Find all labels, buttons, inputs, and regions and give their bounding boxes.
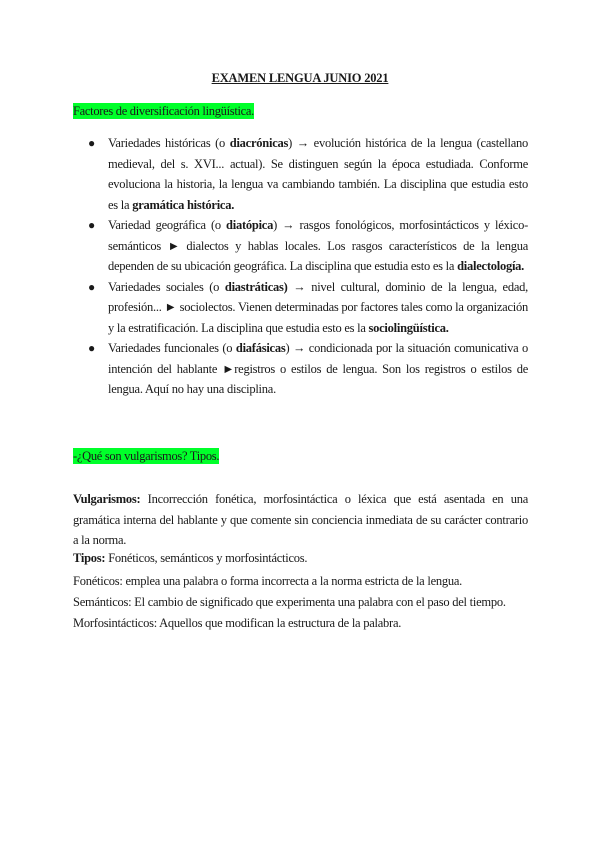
list-item (88, 338, 528, 400)
variety-list (88, 133, 528, 400)
definition-label: Vulgarismos: (73, 492, 141, 506)
item-pre: Variedades sociales (o (108, 279, 225, 294)
types-label: Tipos: (73, 551, 106, 565)
exam-title: EXAMEN LENGUA JUNIO 2021 (211, 71, 389, 85)
item-pre: Variedades funcionales (o (108, 341, 236, 355)
bullet-icon: ● (88, 341, 95, 355)
section2-heading-highlight: -¿Qué son vulgarismos? Tipos. (73, 449, 220, 463)
item-term: diacrónicas (229, 136, 289, 150)
morfosintacticos-line: Morfosintácticos: Aquellos que modifican la estructura de la palabra. (73, 616, 402, 630)
types-text: Fonéticos, semánticos y morfosintácticos. (105, 551, 308, 565)
section1-heading-highlight: Factores de diversificación lingüística. (73, 104, 254, 118)
list-item (88, 277, 528, 339)
item-term: diatópica (226, 218, 274, 232)
item-mid: ) → condicionada por la situación comunicativa o intención del hablante ►registros o estilos de lengua. Son los registros o estilos de lengua. Aquí no hay una disciplina. (108, 341, 528, 396)
bullet-icon: ● (88, 136, 95, 150)
item-mid: ) → rasgos fonológicos, morfosintácticos y léxico-semánticos ► dialectos y hablas locales. Los rasgos característicos de la lengua dependen de su ubicación geográfica. La disciplina que estudia esto es la (108, 218, 528, 273)
item-pre: Variedad geográfica (o (108, 218, 227, 232)
section2-heading (73, 449, 219, 464)
bullet-icon: ● (88, 218, 95, 232)
item-mid: → nivel cultural, dominio de la lengua, edad, profesión... ► sociolectos. Vienen determinadas por factores tales como la organización y la estratificación. La disciplina que estudia esto es la (108, 279, 528, 335)
foneticos-line: Fonéticos: emplea una palabra o forma incorrecta a la norma estricta de la lengua. (73, 574, 463, 588)
section1-heading (73, 104, 254, 119)
semanticos-line: Semánticos: El cambio de significado que experimenta una palabra con el paso del tiempo. (73, 595, 506, 609)
item-discipline: dialectología. (457, 259, 525, 273)
item-term: diafásicas (235, 341, 286, 355)
item-discipline: gramática histórica. (132, 197, 235, 212)
vulgarismos-definition (73, 489, 528, 551)
item-discipline: sociolingüística. (368, 320, 449, 335)
list-item (88, 215, 528, 277)
item-term: diastráticas) (224, 279, 288, 294)
item-mid: ) → evolución histórica de la lengua (castellano medieval, del s. XVI... actual). Se distinguen según la época estudiada. Conforme evoluciona la historia, la lengua va cambiando también. La disciplina que estudia esto es la (108, 136, 528, 212)
item-pre: Variedades históricas (o (108, 136, 230, 150)
types-line (73, 551, 528, 566)
list-item (88, 133, 528, 215)
definition-text: Incorrección fonética, morfosintáctica o léxica que está asentada en una gramática interna del hablante y que comente sin conciencia inmediata de su carácter contrario a la norma. (73, 492, 528, 547)
bullet-icon: ● (88, 279, 95, 294)
